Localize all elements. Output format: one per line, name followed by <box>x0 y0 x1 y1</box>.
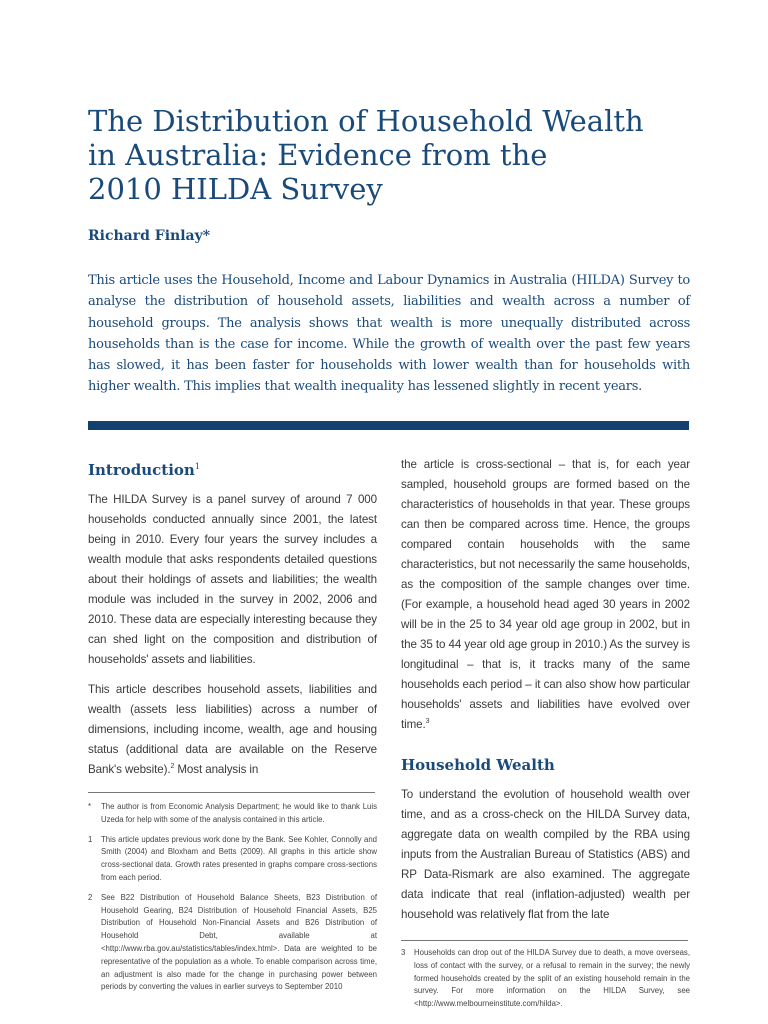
footnote <box>88 834 377 885</box>
footnote-mark: 2 <box>88 892 93 902</box>
footnote-mark: 1 <box>88 834 93 844</box>
left-column <box>88 455 377 1001</box>
title-line: The Distribution of Household Wealth <box>88 104 644 138</box>
footnote-text: Households can drop out of the HILDA Survey due to death, a move overseas, loss of contact with the survey, or a refusal to remain in the survey; the newly formed households created by the split of an existing household remain in the survey. For more information on the HILDA Survey, see <http://www.melbourneinstitute.com/hilda>. <box>414 948 690 1009</box>
household-wealth-heading: Household Wealth <box>401 756 555 774</box>
intro-paragraph-1: The HILDA Survey is a panel survey of around 7 000 households conducted annually since 2001, the latest being in 2010. Every four years the survey includes a wealth module that asks respondents detailed questions about their holdings of assets and liabilities; the wealth module was included in the survey in 2002, 2006 and 2010. These data are especially interesting because they can shed light on the composition and distribution of households' assets and liabilities. <box>88 493 377 666</box>
intro-heading-text: Introduction <box>88 461 195 479</box>
intro-paragraph-2 <box>88 680 377 780</box>
footnote-text: The author is from Economic Analysis Department; he would like to thank Luis Uzeda for help with some of the analysis contained in this article. <box>101 802 377 824</box>
wealth-paragraph-1: To understand the evolution of household wealth over time, and as a cross-check on the HILDA Survey data, aggregate data on wealth compiled by the RBA using inputs from the Australian Bureau of Statistics (ABS) and RP Data-Rismark are also examined. The aggregate data indicate that real (inflation-adjusted) wealth per household was relatively flat from the late <box>401 788 690 921</box>
abstract: This article uses the Household, Income and Labour Dynamics in Australia (HILDA) Survey to analyse the distribution of household assets, liabilities and wealth across a number of household groups. The analysis shows that wealth is more unequally distributed across households than is the case for income. While the growth of wealth over the past few years has slowed, it has been faster for households with lower wealth than for households with higher wealth. This implies that wealth inequality has lessened slightly in recent years. <box>88 273 690 395</box>
intro-paragraph-3-text: the article is cross-sectional – that is, for each year sampled, household groups are formed based on the characteristics of households in that year. These groups can then be compared across time. Hence, the groups compared contain households with the same characteristics, but not necessarily the same households, as the composition of the sample changes over time. (For example, a household head aged 30 years in 2002 will be in the 25 to 34 year old age group in 2002, but in the 35 to 44 year old age group in 2010.) As the survey is longitudinal – that is, it tracks many of the same households each period – it can also show how particular households' assets and liabilities have evolved over time. <box>401 458 690 731</box>
article-title <box>88 104 648 206</box>
footnote-text: This article updates previous work done by the Bank. See Kohler, Connolly and Smith (2004) and Bloxham and Betts (2009). All graphs in this article show cross-sectional data. Growth rates presented in graphs compare cross-sections from each period. <box>101 834 377 882</box>
footnote-ref: 2 <box>170 763 175 771</box>
footnote <box>88 892 377 994</box>
footnote-mark: * <box>88 802 92 811</box>
footnote-ref: 1 <box>194 462 200 471</box>
right-column <box>401 455 690 925</box>
footnote <box>88 801 377 827</box>
intro-paragraph-3 <box>401 455 690 735</box>
author-name: Richard Finlay* <box>88 228 211 244</box>
intro-heading <box>88 455 377 482</box>
section-divider <box>88 421 689 430</box>
footnote-divider <box>401 940 688 941</box>
footnote <box>401 947 690 1011</box>
right-footnotes <box>401 940 690 1018</box>
title-line: in Australia: Evidence from the <box>88 138 548 172</box>
intro-paragraph-2-text: This article describes household assets, liabilities and wealth (assets less liabilities) across a number of dimensions, including income, wealth, age and housing status (additional data are available on the Reserve Bank's website). <box>88 683 377 776</box>
intro-paragraph-2-tail: Most analysis in <box>174 763 259 776</box>
footnote-mark: 3 <box>401 948 406 957</box>
title-line: 2010 HILDA Survey <box>88 172 383 206</box>
footnote-divider <box>88 792 375 793</box>
footnote-ref: 3 <box>425 718 430 726</box>
footnote-text: See B22 Distribution of Household Balance Sheets, B23 Distribution of Household Gearing, B24 Distribution of Household Financial Assets, B25 Distribution of Household Non-Financial Assets and B26 Distribution of Household Debt, available at <http://www.rba.gov.au/statistics/tables/index.html>. Data are weighted to be representative of the population as a whole. To enable comparison across time, an adjustment is also made for the change in purchasing power between periods by converting the values in earlier surveys to September 2010 <box>101 892 377 992</box>
